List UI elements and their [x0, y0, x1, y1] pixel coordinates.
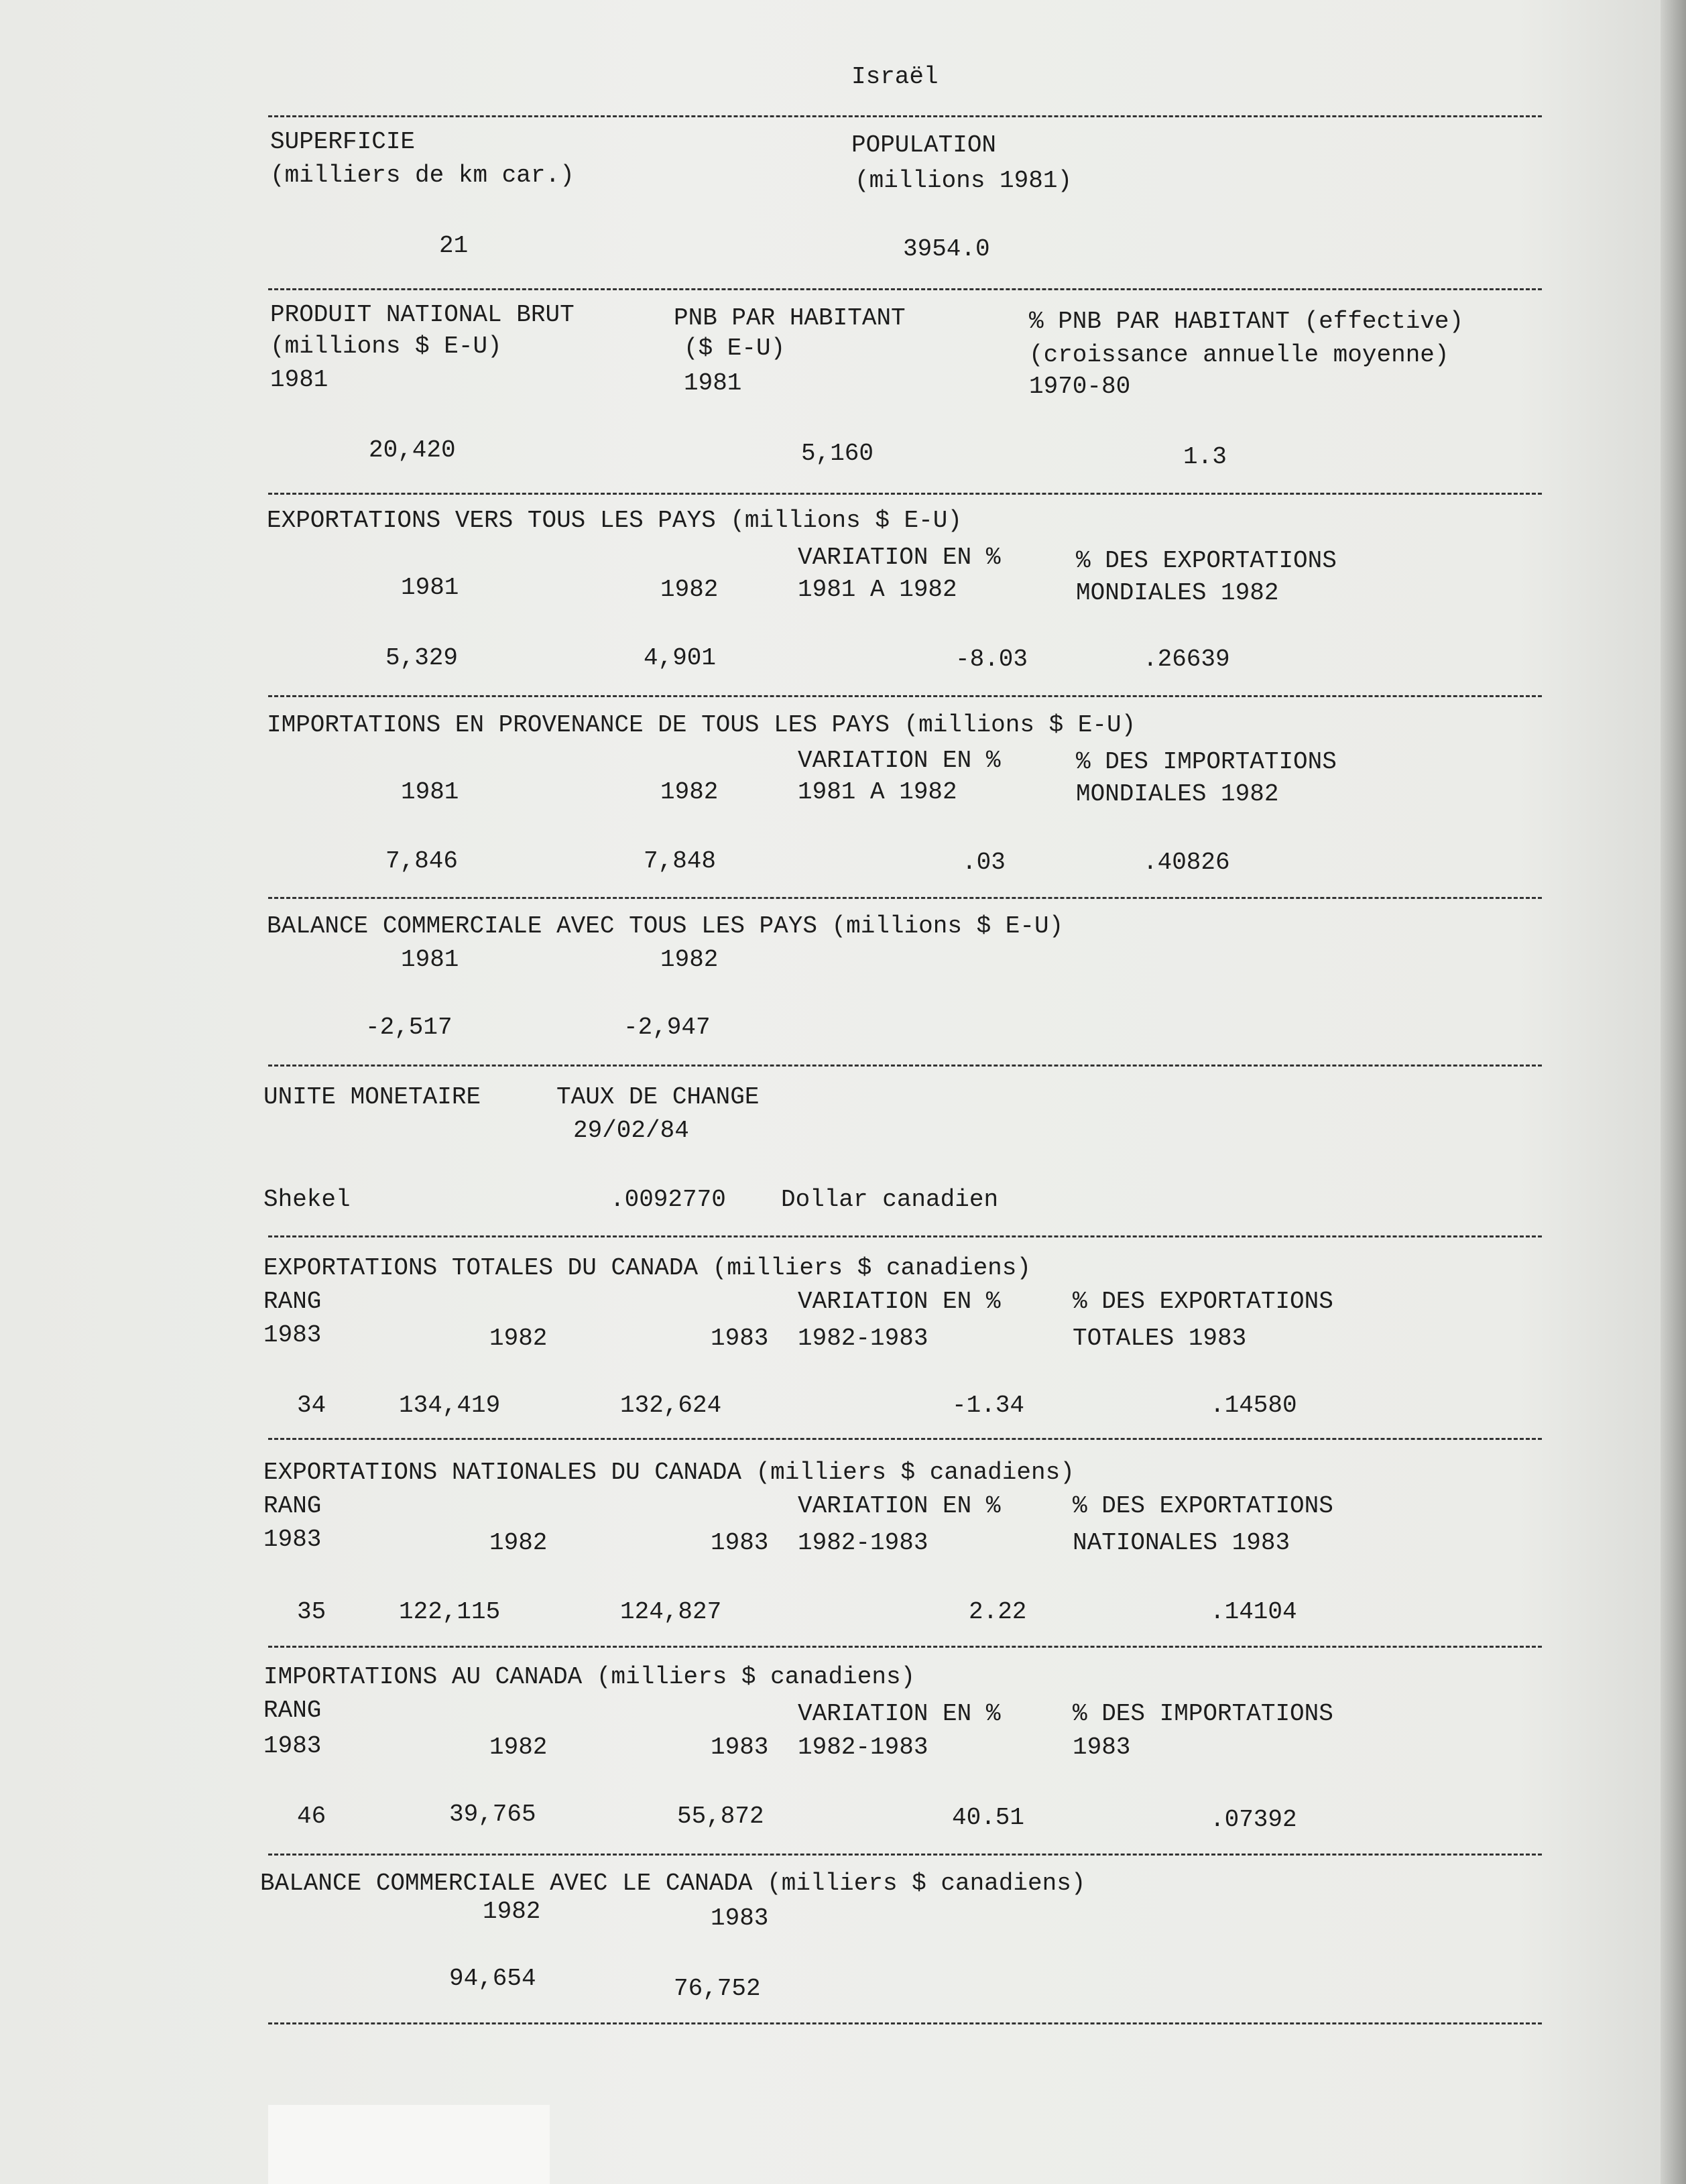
balance-can-year2: 1983 — [711, 1904, 769, 1932]
exports-nat-title: EXPORTATIONS NATIONALES DU CANADA (milliers $ canadiens) — [263, 1459, 1075, 1486]
imports-world-year1: 1981 — [401, 778, 459, 806]
separator — [268, 1065, 1542, 1067]
superficie-label: SUPERFICIE — [270, 128, 416, 156]
exports-nat-share: .14104 — [1210, 1598, 1297, 1626]
currency-unit-header: UNITE MONETAIRE — [263, 1083, 481, 1111]
balance-world-year1: 1981 — [401, 946, 459, 973]
imports-can-year1: 1982 — [489, 1734, 548, 1761]
separator — [268, 115, 1542, 117]
exports-nat-value2: 124,827 — [620, 1598, 722, 1626]
imports-can-var-period: 1982-1983 — [798, 1734, 928, 1761]
currency-rate: .0092770 — [610, 1186, 726, 1213]
exports-world-var-period: 1981 A 1982 — [798, 576, 957, 603]
exports-total-value1: 134,419 — [399, 1392, 501, 1419]
imports-world-share: .40826 — [1143, 849, 1230, 876]
imports-can-share-period: 1983 — [1073, 1734, 1131, 1761]
population-label: POPULATION — [851, 131, 997, 159]
population-value: 3954.0 — [903, 235, 990, 263]
page-edge-shadow — [1661, 0, 1686, 2184]
pnb-value: 20,420 — [369, 436, 456, 464]
exports-world-value2: 4,901 — [644, 644, 717, 672]
imports-can-rank: 46 — [297, 1803, 326, 1830]
imports-world-var-period: 1981 A 1982 — [798, 778, 957, 806]
country-title: Israël — [851, 63, 939, 90]
separator — [268, 897, 1542, 899]
imports-can-value2: 55,872 — [677, 1803, 764, 1830]
imports-can-share: .07392 — [1210, 1806, 1297, 1833]
exports-world-value1: 5,329 — [385, 644, 459, 672]
exports-total-rank-header: RANG — [263, 1288, 322, 1315]
balance-world-year2: 1982 — [660, 946, 719, 973]
exports-world-share-period: MONDIALES 1982 — [1076, 579, 1279, 607]
imports-world-value2: 7,848 — [644, 847, 717, 875]
exports-world-share: .26639 — [1143, 646, 1230, 673]
pnb-growth-label: % PNB PAR HABITANT (effective) — [1029, 308, 1464, 335]
imports-world-value1: 7,846 — [385, 847, 459, 875]
imports-world-share-period: MONDIALES 1982 — [1076, 780, 1279, 808]
exports-nat-var-period: 1982-1983 — [798, 1529, 928, 1557]
imports-world-share-header: % DES IMPORTATIONS — [1076, 748, 1337, 776]
balance-can-value2: 76,752 — [674, 1975, 761, 2002]
pnb-label: PRODUIT NATIONAL BRUT — [270, 301, 575, 328]
exports-world-variation: -8.03 — [955, 646, 1028, 673]
imports-can-rank-header: RANG — [263, 1697, 322, 1724]
exports-nat-year1: 1982 — [489, 1529, 548, 1557]
separator — [268, 1438, 1542, 1440]
exports-total-share-header: % DES EXPORTATIONS — [1073, 1288, 1333, 1315]
exports-total-var-header: VARIATION EN % — [798, 1288, 1001, 1315]
currency-rate-header: TAUX DE CHANGE — [556, 1083, 760, 1111]
exports-nat-var-header: VARIATION EN % — [798, 1492, 1001, 1520]
separator — [268, 1646, 1542, 1648]
imports-can-share-header: % DES IMPORTATIONS — [1073, 1700, 1333, 1727]
exports-total-rank-year: 1983 — [263, 1321, 322, 1349]
pnb-year: 1981 — [270, 366, 328, 393]
pnb-unit: (millions $ E-U) — [270, 332, 502, 360]
exports-total-value2: 132,624 — [620, 1392, 722, 1419]
exports-world-share-header: % DES EXPORTATIONS — [1076, 547, 1337, 574]
exports-nat-share-header: % DES EXPORTATIONS — [1073, 1492, 1333, 1520]
imports-world-year2: 1982 — [660, 778, 719, 806]
imports-can-var-header: VARIATION EN % — [798, 1700, 1001, 1727]
imports-can-variation: 40.51 — [952, 1804, 1025, 1831]
exports-nat-rank: 35 — [297, 1598, 326, 1626]
exports-world-title: EXPORTATIONS VERS TOUS LES PAYS (millions $ E-U) — [267, 507, 962, 534]
exports-total-share-period: TOTALES 1983 — [1073, 1325, 1247, 1352]
pnb-hab-year: 1981 — [684, 369, 742, 397]
balance-world-value1: -2,517 — [365, 1014, 453, 1041]
imports-can-rank-year: 1983 — [263, 1732, 322, 1760]
pnb-hab-unit: ($ E-U) — [684, 335, 786, 362]
exports-total-share: .14580 — [1210, 1392, 1297, 1419]
exports-nat-year2: 1983 — [711, 1529, 769, 1557]
exports-total-title: EXPORTATIONS TOTALES DU CANADA (milliers $ canadiens) — [263, 1254, 1031, 1282]
exports-world-year2: 1982 — [660, 576, 719, 603]
exports-total-year1: 1982 — [489, 1325, 548, 1352]
exports-total-var-period: 1982-1983 — [798, 1325, 928, 1352]
currency-date: 29/02/84 — [573, 1117, 689, 1144]
balance-world-value2: -2,947 — [623, 1014, 711, 1041]
pnb-growth-year: 1970-80 — [1029, 373, 1131, 400]
imports-world-variation: .03 — [962, 849, 1006, 876]
pnb-growth-unit: (croissance annuelle moyenne) — [1029, 341, 1449, 369]
balance-can-title: BALANCE COMMERCIALE AVEC LE CANADA (milliers $ canadiens) — [260, 1870, 1086, 1897]
exports-total-year2: 1983 — [711, 1325, 769, 1352]
imports-can-year2: 1983 — [711, 1734, 769, 1761]
pnb-hab-label: PNB PAR HABITANT — [674, 304, 906, 332]
separator — [268, 1235, 1542, 1237]
exports-world-year1: 1981 — [401, 574, 459, 601]
exports-total-rank: 34 — [297, 1392, 326, 1419]
exports-nat-rank-year: 1983 — [263, 1526, 322, 1553]
balance-can-year1: 1982 — [483, 1898, 541, 1925]
exports-nat-rank-header: RANG — [263, 1492, 322, 1520]
currency-reference: Dollar canadien — [781, 1186, 999, 1213]
imports-can-title: IMPORTATIONS AU CANADA (milliers $ canadiens) — [263, 1663, 916, 1691]
pnb-hab-value: 5,160 — [801, 440, 874, 467]
pnb-growth-value: 1.3 — [1183, 443, 1227, 471]
imports-world-title: IMPORTATIONS EN PROVENANCE DE TOUS LES PAYS (millions $ E-U) — [267, 711, 1136, 739]
exports-nat-variation: 2.22 — [969, 1598, 1027, 1626]
separator — [268, 2022, 1542, 2024]
exports-nat-share-period: NATIONALES 1983 — [1073, 1529, 1290, 1557]
separator — [268, 1854, 1542, 1856]
paper-corner — [268, 2105, 550, 2184]
exports-world-var-header: VARIATION EN % — [798, 544, 1001, 571]
currency-unit: Shekel — [263, 1186, 351, 1213]
superficie-value: 21 — [439, 232, 469, 259]
superficie-unit: (milliers de km car.) — [270, 162, 575, 189]
imports-world-var-header: VARIATION EN % — [798, 747, 1001, 774]
exports-nat-value1: 122,115 — [399, 1598, 501, 1626]
population-unit: (millions 1981) — [855, 167, 1073, 194]
separator — [268, 695, 1542, 697]
exports-total-variation: -1.34 — [952, 1392, 1025, 1419]
balance-can-value1: 94,654 — [449, 1965, 536, 1992]
balance-world-title: BALANCE COMMERCIALE AVEC TOUS LES PAYS (millions $ E-U) — [267, 912, 1064, 940]
separator — [268, 288, 1542, 290]
separator — [268, 493, 1542, 495]
imports-can-value1: 39,765 — [449, 1801, 536, 1828]
